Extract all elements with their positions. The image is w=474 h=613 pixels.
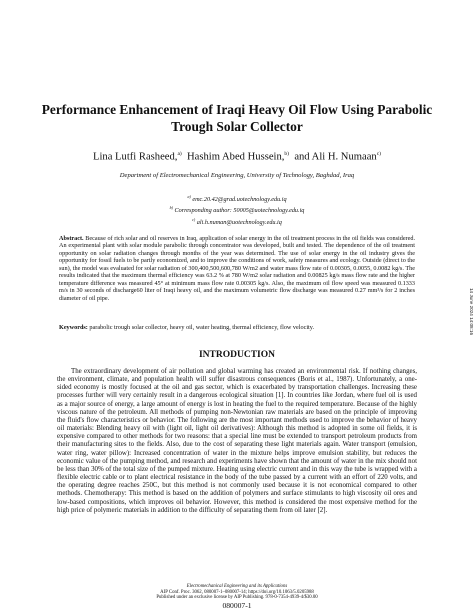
email-mark: c) xyxy=(192,216,196,222)
author-mark: b) xyxy=(284,151,290,157)
keywords-text: parabolic trough solar collector, heavy oil, water heating, thermal efficiency, flow velocity. xyxy=(89,324,315,331)
download-stamp: 14 June 2024 14:08:16 xyxy=(469,288,474,336)
intro-paragraph: The extraordinary development of air pollution and global warming has created an environmental risk. If nothing changes, the environment, climate, and population health will suffer disastrous consequences (Boris et al., 1987). Unfortunately, a one-sided economy is mostly focused at the oil and gas sector, which is exacerbated by transportation challenges. Increasing these processes further will very certainly result in a dangerous ecological situation [1]. In countries like Jordan, where fuel oil is used as a major source of energy, a large amount of energy is lost in heating the fuel to the required temperature. Because of the highly viscous nature of the petroleum. All methods of pumping non-Newtonian raw materials are based on the principle of improving the fluid's flow characteristics or behavior. The following are the most important methods used to improve the behavior of heavy oil materials: Blending heavy oil with (light oil, light oil derivatives): Although this method is adopted in some oil fields, it is expensive compared to other methods for two reasons: that a special line must be extended to transport petroleum products from their manufacturing sites to the fields. Also, due to the cost of separating these light materials again. Water transport (emulsion, water ring, water pillow): Increased concentration of water in the mixture helps improve emulsion stability, but reduces the economic value of the pumping method, and research and experiments have shown that the amount of water in the mix should not be less than 30% of the total size of the pumped mixture. Heating using electric current and in this way the tube is wrapped with a flexible electric cable or to plant electrical resistance in the body of the tube passed by a current with an effort of 220 volts, and the operating degree reaches 250C, but this method is not commonly used because it is not economical compared to other methods. Chemotherapy: This method is based on the addition of polymers and surface stimulants to high viscosity oil ores and low-based compositions, which improves oil behavior. However, this method is considered the most expensive method for the high price of polymeric materials in addition to the difficulty of separating them from oil later [2]. xyxy=(57,368,417,514)
footer-proceedings: AIP Conf. Proc. 3062, 080007-1–080007-14; https://doi.org/10.1063/5.0205988 xyxy=(160,589,314,595)
page-footer xyxy=(30,584,444,601)
author-name: and Ali H. Numaan xyxy=(294,151,377,163)
email-mark: b) xyxy=(169,205,173,211)
author-list xyxy=(30,148,444,164)
email-line: Corresponding author: 50005@uotechnology.edu.iq xyxy=(174,207,305,215)
abstract xyxy=(59,235,415,302)
email-list xyxy=(30,193,444,227)
page-number: 080007-1 xyxy=(222,601,252,610)
introduction-body xyxy=(57,368,417,515)
footer-journal: Electromechanical Engineering and its Applications xyxy=(186,584,288,589)
section-heading: INTRODUCTION xyxy=(198,350,275,360)
footer-license: Published under an exclusive license by AIP Publishing. 978-0-7354-4939-4/$30.00 xyxy=(156,595,318,601)
keywords-label: Keywords: xyxy=(59,324,88,331)
email-mark: a) xyxy=(187,194,191,199)
abstract-text: Because of rich solar and oil reserves in Iraq, application of solar energy in the oil treatment process in the oil fields was considered. An experimental plant with solar module parabolic through concentrator was developed, built and tested. The dependence of the oil treatment opportunity on solar radiation changes through months of the year was determined. The use of solar energy in the oil industry gives the opportunity for fossil fuels to be partly economized, and to improve the conditions of work, safety measures and ecology. Outside (direct to the sun), the model was evaluated for solar radiation of 300,400,500,600,780 W/m2 and water mass flow rate of 0.00305, 0.0055, 0.0082 kg/s. The results indicated that the maximum thermal efficiency was 63.2 % at 780 W/m2 solar radiation and 0.00825 kg/s mass flow rate and the higher temperature difference was measured 45° at minimum mass flow rate 0.00305 kg/s. Also, the maximum oil flow speed was measured 0.1333 m/s in 30 seconds of discharge60 liter of Iraqi heavy oil, and the maximum volumetric flow discharge was measured 0.27 mm³/s for 2 inches diameter of oil pipe. xyxy=(59,235,416,302)
email-line: emc.20.42@grad.uotechnology.edu.iq xyxy=(192,196,287,204)
paper-title: Performance Enhancement of Iraqi Heavy Oil Flow Using Parabolic Trough Solar Collector xyxy=(41,102,433,134)
keywords xyxy=(59,324,415,331)
affiliation: Department of Electromechanical Engineering, University of Technology, Baghdad, Iraq xyxy=(119,172,355,179)
author-mark: c) xyxy=(376,151,381,157)
abstract-label: Abstract. xyxy=(59,235,84,242)
author-name: Lina Lutfi Rasheed, xyxy=(93,151,178,163)
email-line: ali.h.numan@uotechnology.edu.iq xyxy=(196,219,282,226)
author-name: Hashim Abed Hussein, xyxy=(187,151,285,163)
author-mark: a) xyxy=(177,151,182,157)
